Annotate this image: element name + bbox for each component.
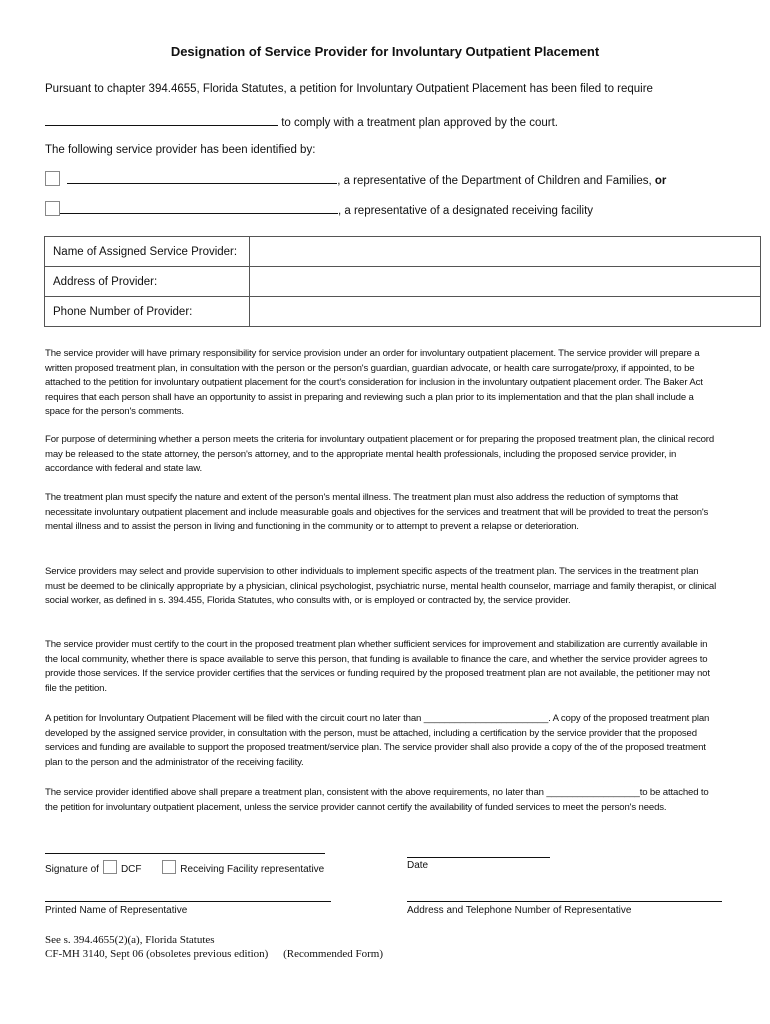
paragraph-supervision: Service providers may select and provide supervision to other individuals to implement specific aspects of the treatment plan. The services in the treatment plan must be deemed to be clinically appropriate by a physician, clinical psychologist, psychiatric nurse, mental health counselor, marriage and family therapist, or clinical social worker, as defined in s. 394.455, Florida Statutes, who consults with, or is employed or contracted by, the service provider. <box>45 566 717 606</box>
provider-name-label: Name of Assigned Service Provider: <box>45 237 250 267</box>
option-facility <box>45 201 593 217</box>
printed-name-line[interactable] <box>45 901 331 902</box>
provider-name-field[interactable] <box>250 237 761 267</box>
paragraph-certification: The service provider must certify to the court in the proposed treatment plan whether sufficient services for improvement and stabilization are currently available in the local community, whether there is space available to serve this person, that funding is available to finance the care, and whether the service provider agrees to provide those services. If the service provider certifies that the services or funding required by the proposed treatment plan are not available, the petitioner may not file the petition. <box>45 639 710 694</box>
identified-by-label: The following service provider has been identified by: <box>45 144 316 156</box>
provider-phone-label: Phone Number of Provider: <box>45 297 250 327</box>
footer-recommended: (Recommended Form) <box>283 948 384 960</box>
provider-table <box>44 236 761 327</box>
paragraph-responsibility: The service provider will have primary responsibility for service provision under an order for involuntary outpatient placement. The service provider will prepare a written proposed treatment plan, in consultation with the person or the person's guardian, guardian advocate, or health care surrogate/proxy, if appointed, to be attached to the petition for involuntary outpatient placement for the court's consideration for inclusion in the involuntary outpatient placement order. The Baker Act requires that each person shall have an opportunity to assist in preparing and reviewing such a plan prior to its implementation and that the plan shall include a space for the person's comments. <box>45 348 703 417</box>
respondent-line <box>45 113 558 129</box>
facility-label: Receiving Facility representative <box>180 864 325 875</box>
table-row <box>45 267 761 297</box>
provider-address-field[interactable] <box>250 267 761 297</box>
date-line[interactable] <box>407 857 550 858</box>
date-label: Date <box>407 860 429 871</box>
address-phone-label: Address and Telephone Number of Representative <box>407 905 632 916</box>
option-dcf <box>45 171 666 187</box>
signature-dcf-checkbox[interactable] <box>103 860 117 874</box>
dcf-checkbox[interactable] <box>45 171 60 186</box>
footer-form-number: CF-MH 3140, Sept 06 (obsoletes previous edition) <box>45 948 269 960</box>
signature-line[interactable] <box>45 853 325 854</box>
facility-representative-field[interactable] <box>60 201 338 214</box>
respondent-line-text: to comply with a treatment plan approved by the court. <box>281 117 558 129</box>
facility-checkbox[interactable] <box>45 201 60 216</box>
signature-of-row <box>45 860 324 875</box>
dcf-representative-field[interactable] <box>67 171 337 184</box>
paragraph-plan-deadline: The service provider identified above shall prepare a treatment plan, consistent with the above requirements, no later than __________________to be attached to the petition for involuntary outpatient placement, unless the service provider cannot certify the availability of funded services to meet the person's needs. <box>45 787 709 813</box>
signature-facility-checkbox[interactable] <box>162 860 176 874</box>
option-or-text: or <box>654 175 667 187</box>
address-phone-line[interactable] <box>407 901 722 902</box>
option-dcf-text: , a representative of the Department of Children and Families, <box>337 175 652 187</box>
table-row <box>45 297 761 327</box>
dcf-label: DCF <box>120 864 142 875</box>
paragraph-petition-deadline: A petition for Involuntary Outpatient Placement will be filed with the circuit court no later than ________________________. A copy of the proposed treatment plan developed by the assigned service provider, in consultation with the person, must be attached, including a certification by the service provider that the proposed services and funding are available to support the proposed treatment/service plan. The service provider shall also provide a copy of the of the proposed treatment plan to the person and the administrator of the receiving facility. <box>45 713 710 768</box>
intro-line: Pursuant to chapter 394.4655, Florida Statutes, a petition for Involuntary Outpatient Placement has been filed to require <box>45 83 653 95</box>
respondent-name-field[interactable] <box>45 113 278 126</box>
printed-name-label: Printed Name of Representative <box>45 905 188 916</box>
form-title: Designation of Service Provider for Involuntary Outpatient Placement <box>170 44 600 59</box>
signature-of-label: Signature of <box>45 864 99 875</box>
footer-form-id <box>45 948 383 960</box>
option-facility-text: , a representative of a designated receiving facility <box>338 205 594 217</box>
paragraph-clinical-record: For purpose of determining whether a person meets the criteria for involuntary outpatient placement or for preparing the proposed treatment plan, the clinical record may be released to the state attorney, the person's attorney, and to the appropriate mental health professionals, including the proposed service provider, in accordance with federal and state law. <box>45 434 715 474</box>
footer-statute: See s. 394.4655(2)(a), Florida Statutes <box>45 934 215 946</box>
table-row <box>45 237 761 267</box>
provider-phone-field[interactable] <box>250 297 761 327</box>
paragraph-treatment-plan: The treatment plan must specify the nature and extent of the person's mental illness. The treatment plan must also address the reduction of symptoms that necessitate involuntary outpatient placement and include measurable goals and objectives for the services and treatment that will be provided to treat the person's mental illness and to assist the person in living and functioning in the community or to attempt to prevent a relapse or deterioration. <box>45 492 709 532</box>
provider-address-label: Address of Provider: <box>45 267 250 297</box>
